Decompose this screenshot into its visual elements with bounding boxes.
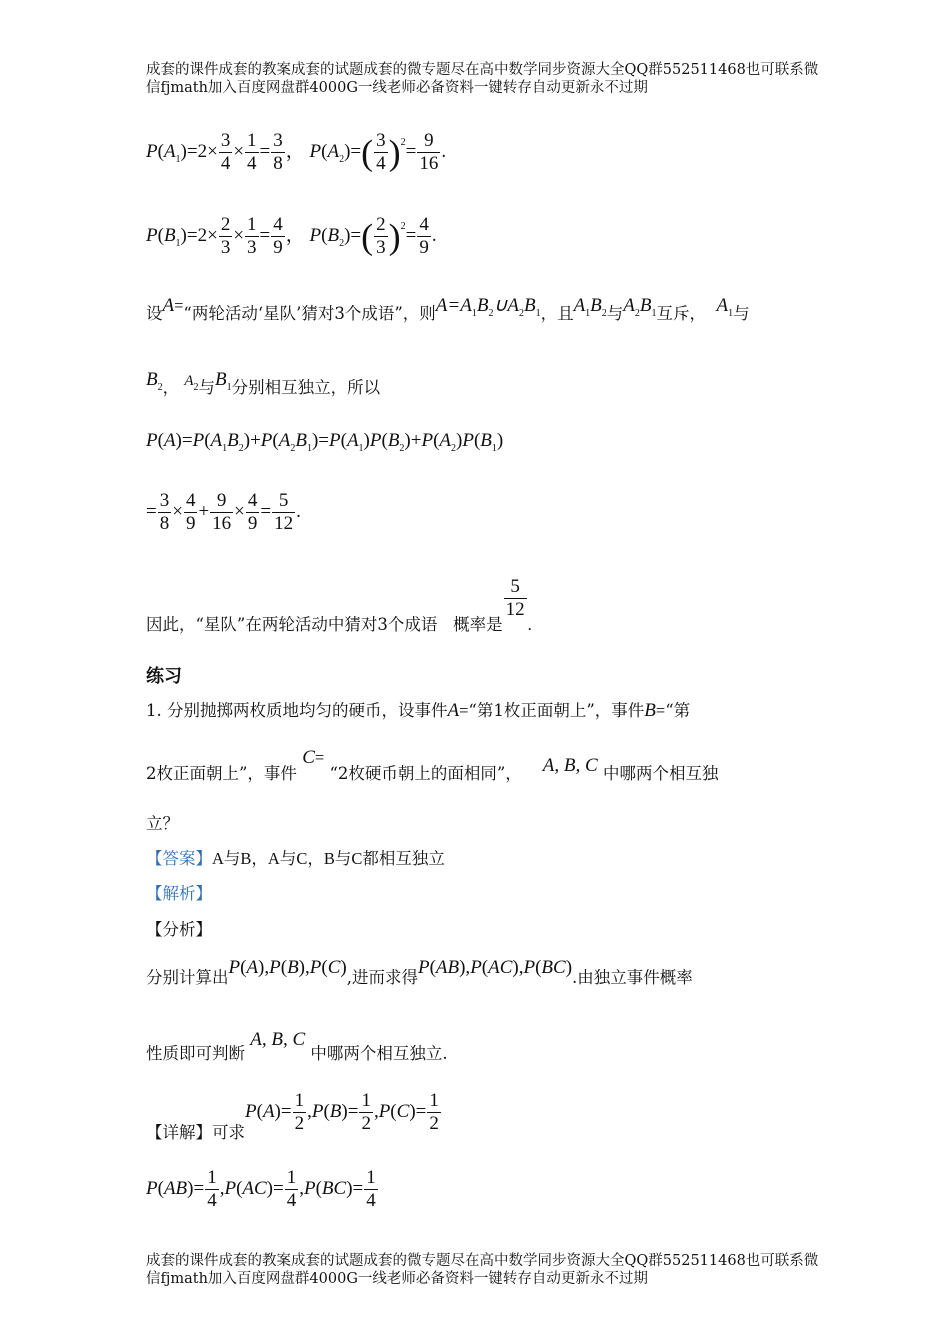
fenxi-tag: 【分析】	[146, 920, 212, 939]
equation-pa: $P(A_1)=2\times$ $\frac{3}{4}$ × $\frac{1}{4}$ = $\frac{3}{8}$ ， $P(A_2)=$( $\frac{3}{4}$ )$^2$= $\frac{9}{16}$ .	[146, 130, 447, 174]
answer-line: 【答案】A与B，A与C，B与C都相互独立	[146, 849, 445, 868]
equation-result: = $\frac{3}{8}$ × $\frac{4}{9}$ + $\frac{9}{16}$ × $\frac{4}{9}$ = $\frac{5}{12}$ .	[146, 490, 301, 534]
fenxi-line-1: 分别计算出P(A),P(B),P(C),进而求得P(AB),P(AC),P(BC).由独立事件概率	[146, 957, 693, 987]
question-line-1: 1. 分别抛掷两枚质地均匀的硬币，设事件A=“第1枚正面朝上”，事件B=“第	[146, 700, 691, 721]
question-line-3: 立？	[146, 814, 179, 833]
footer-line-2: 信fjmath加入百度网盘群4000G一线老师必备资料一键转存自动更新永不过期	[146, 1271, 648, 1287]
define-line: 设A=“两轮活动‘星队’猜对3个成语”，则$A=A_1B_2\cup A_2B_1$，且$A_1B_2$与$A_2B_1$互斥， $A_1$与	[146, 295, 750, 323]
equation-pa-expansion: $P(A)=P(A_1B_2)+P(A_2B_1)=P(A_1)P(B_2)+P(A_2)P(B_1)$	[146, 430, 504, 454]
footer-line-1: 成套的课件成套的教案成套的试题成套的微专题尽在高中数学同步资源大全QQ群552511468也可联系微	[146, 1253, 819, 1269]
equation-pb: $P(B_1)=2\times$ $\frac{2}{3}$ × $\frac{1}{3}$ = $\frac{4}{9}$ ， $P(B_2)=$( $\frac{2}{3}$ )$^2$= $\frac{4}{9}$ .	[146, 214, 437, 258]
fenxi-line-2: 性质即可判断 A, B, C 中哪两个相互独立.	[146, 1029, 448, 1063]
detail-line-1: 【详解】可求P(A)= $\frac{1}{2}$ ,P(B)= $\frac{1}{2}$ ,P(C)= $\frac{1}{2}$	[146, 1090, 439, 1142]
question-line-2: 2枚正面朝上”，事件 C= “2枚硬币朝上的面相同”， A, B, C 中哪两个相互独	[146, 747, 719, 783]
analysis-tag: 【解析】	[146, 884, 212, 903]
practice-heading: 练习	[146, 666, 182, 687]
independent-line: $B_2$， $A_2$与$B_1$分别相互独立，所以	[146, 369, 381, 397]
header-line-2: 信fjmath加入百度网盘群4000G一线老师必备资料一键转存自动更新永不过期	[146, 80, 648, 96]
detail-line-2: P(AB)= $\frac{1}{4}$ ,P(AC)= $\frac{1}{4}$ ,P(BC)= $\frac{1}{4}$	[146, 1167, 376, 1211]
header-line-1: 成套的课件成套的教案成套的试题成套的微专题尽在高中数学同步资源大全QQ群552511468也可联系微	[146, 62, 819, 78]
conclusion-line: 因此，“星队”在两轮活动中猜对3个成语 概率是 $\frac{5}{12}$ .	[146, 576, 532, 634]
